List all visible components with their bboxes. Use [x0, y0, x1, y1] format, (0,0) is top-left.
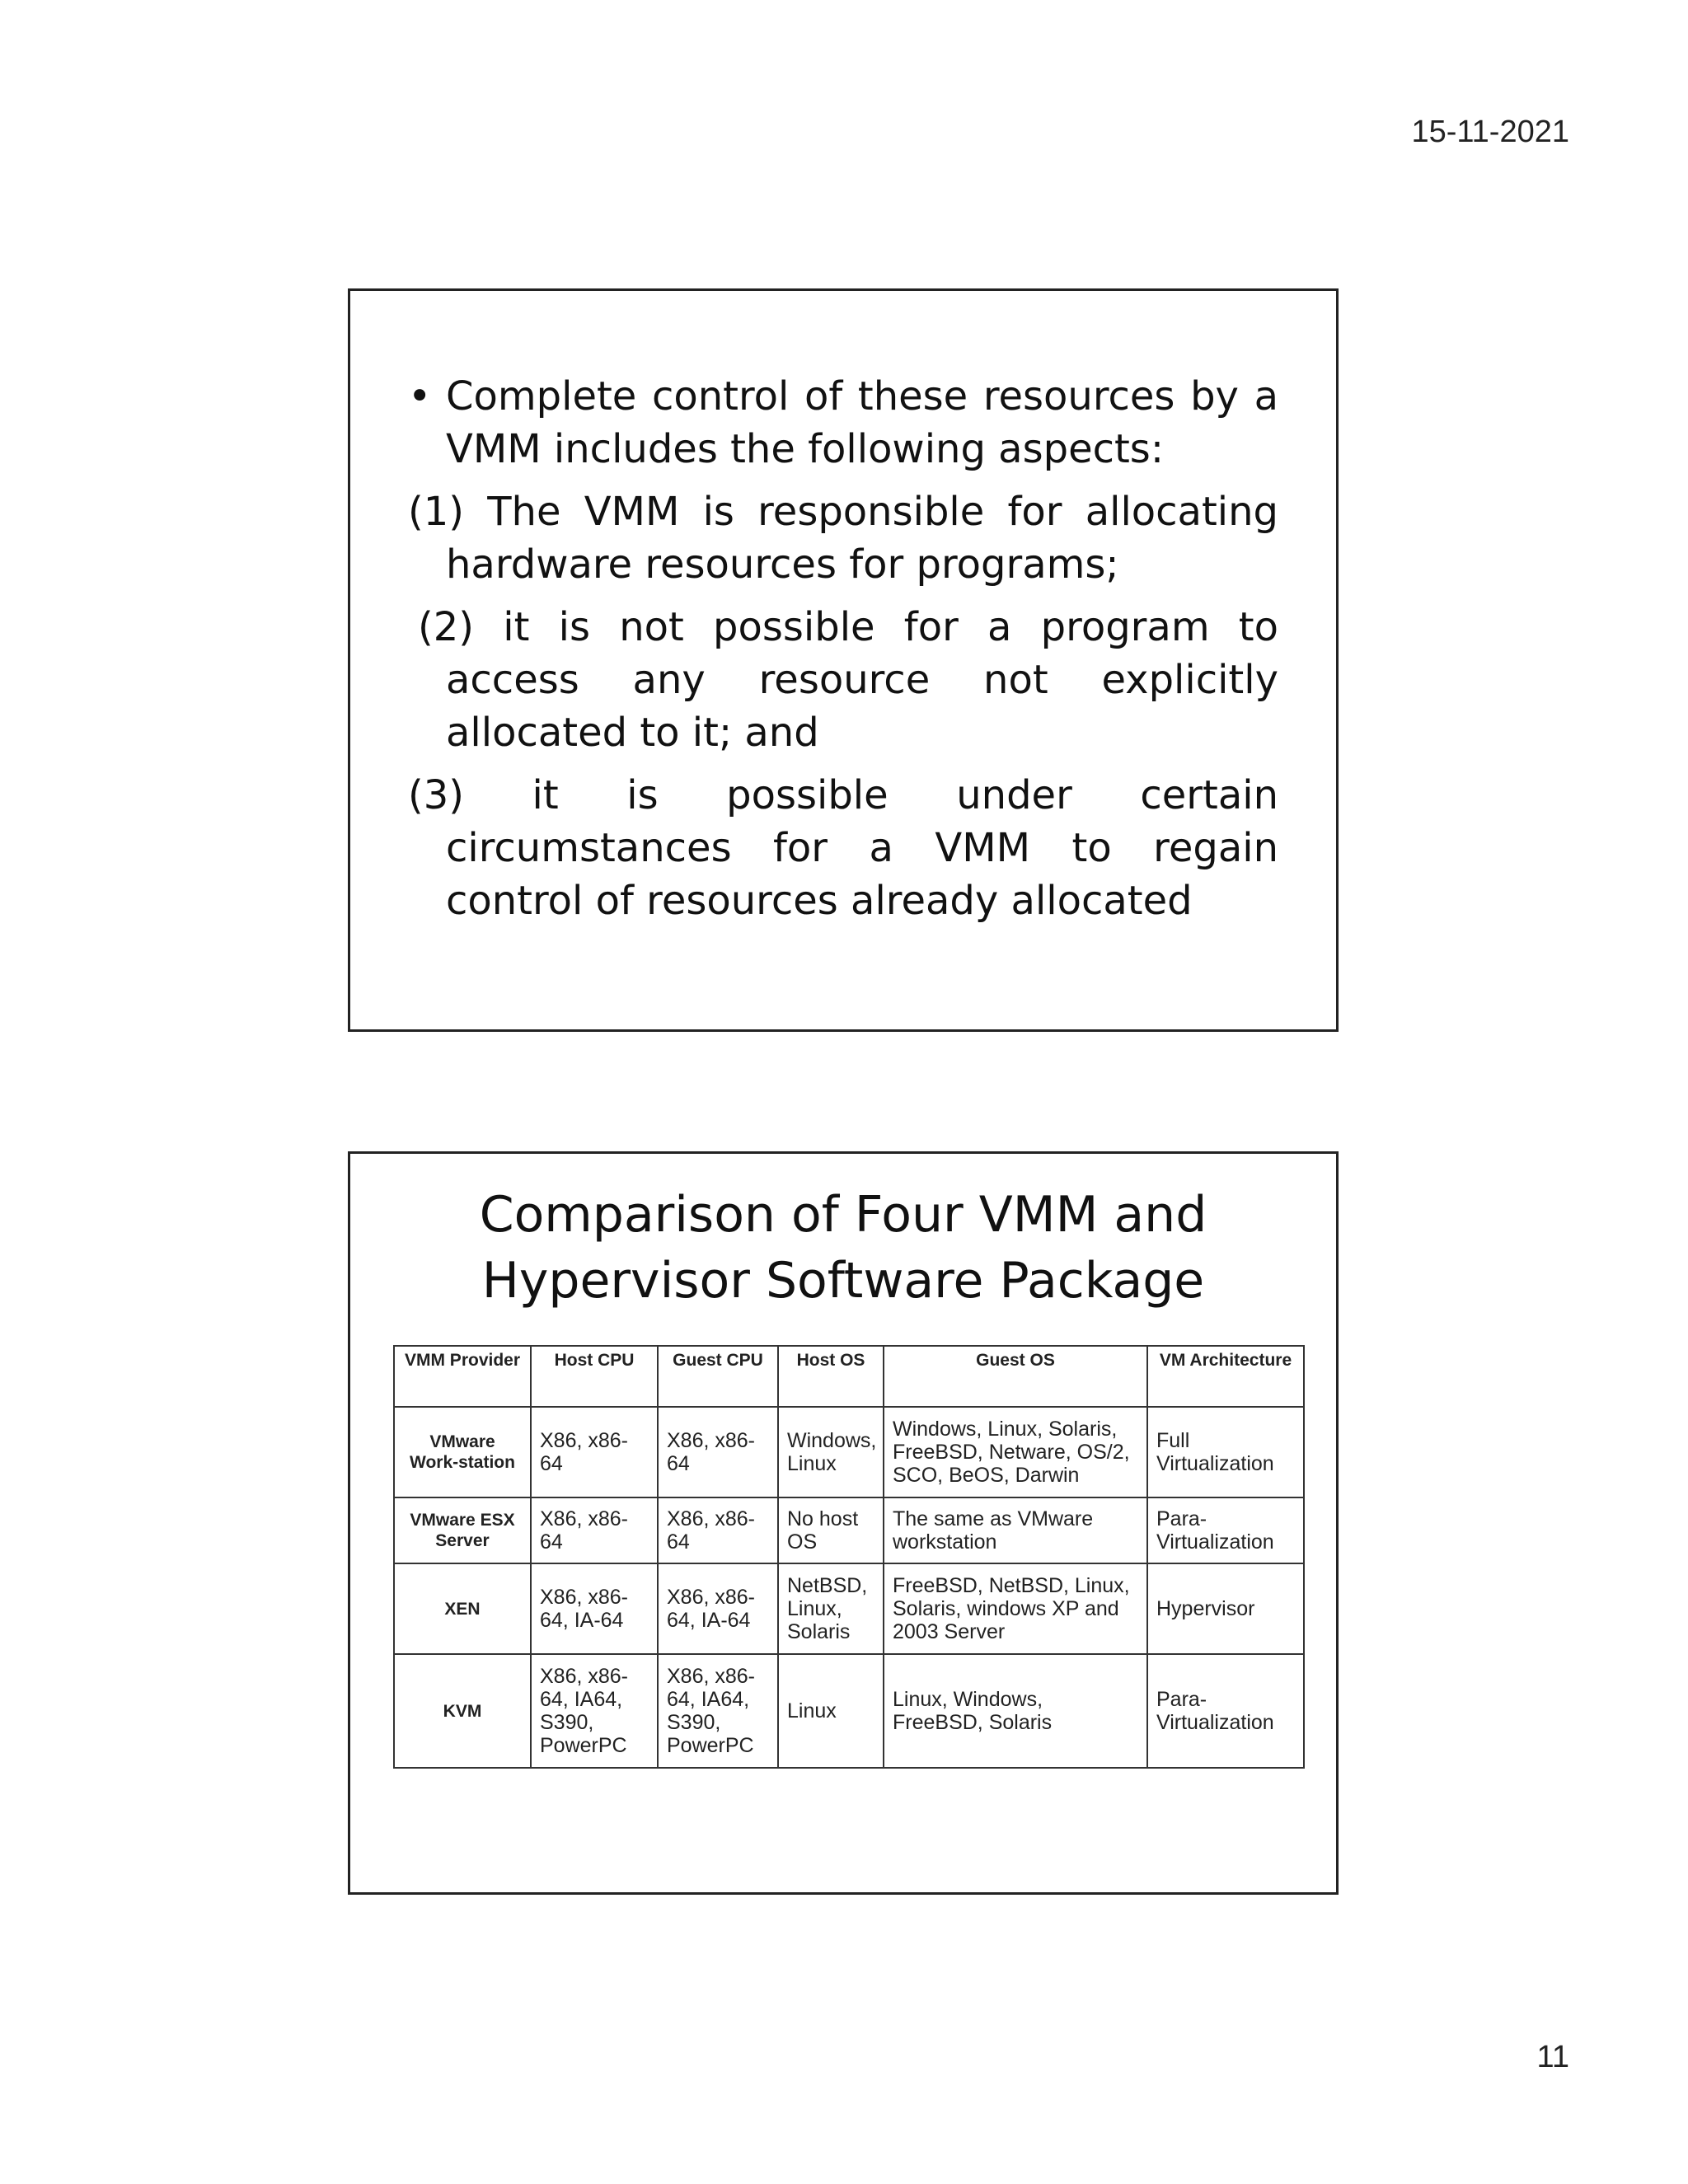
- cell-guest-os: Linux, Windows, FreeBSD, Solaris: [884, 1654, 1147, 1768]
- page-number: 11: [1536, 2040, 1569, 2074]
- numbered-item-3: (3) it is possible under certain circumstances for a VMM to regain control of resources already allocated: [408, 772, 1278, 924]
- bullet-text: Complete control of these resources by a VMM includes the following aspects:: [446, 373, 1278, 472]
- col-header-guest-cpu: Guest CPU: [658, 1346, 778, 1407]
- cell-guest-os: FreeBSD, NetBSD, Linux, Solaris, windows XP and 2003 Server: [884, 1563, 1147, 1654]
- cell-vm-architecture: Hypervisor: [1147, 1563, 1304, 1654]
- cell-vmm-provider: VMware Work-station: [394, 1407, 531, 1497]
- slide-title: [350, 1182, 1336, 1314]
- cell-guest-cpu: X86, x86-64: [658, 1497, 778, 1563]
- cell-vm-architecture: Full Virtualization: [1147, 1407, 1304, 1497]
- cell-guest-cpu: X86, x86-64: [658, 1407, 778, 1497]
- cell-vm-architecture: Para-Virtualization: [1147, 1654, 1304, 1768]
- page-date: 15-11-2021: [1411, 115, 1569, 149]
- table-row: [394, 1407, 1304, 1497]
- slide-vmm-comparison: [348, 1151, 1339, 1895]
- numbered-item-1: (1) The VMM is responsible for allocating hardware resources for programs;: [408, 489, 1278, 588]
- bullet-item: [408, 370, 1278, 476]
- cell-host-cpu: X86, x86-64: [531, 1407, 658, 1497]
- cell-guest-os: The same as VMware workstation: [884, 1497, 1147, 1563]
- comparison-table: [393, 1345, 1305, 1769]
- col-header-host-cpu: Host CPU: [531, 1346, 658, 1407]
- col-header-guest-os: Guest OS: [884, 1346, 1147, 1407]
- slide-vmm-control: [348, 288, 1339, 1032]
- cell-host-os: NetBSD, Linux, Solaris: [778, 1563, 884, 1654]
- slide-body: [408, 370, 1278, 937]
- bullet-dot-icon: •: [408, 373, 432, 419]
- cell-host-cpu: X86, x86-64, IA-64: [531, 1563, 658, 1654]
- cell-guest-cpu: X86, x86-64, IA64, S390, PowerPC: [658, 1654, 778, 1768]
- cell-vmm-provider: KVM: [394, 1654, 531, 1768]
- numbered-item-2: (2) it is not possible for a program to access any resource not explicitly allocated to it; and: [418, 604, 1278, 756]
- table-row: [394, 1497, 1304, 1563]
- cell-host-os: Windows, Linux: [778, 1407, 884, 1497]
- cell-vmm-provider: VMware ESX Server: [394, 1497, 531, 1563]
- cell-guest-cpu: X86, x86-64, IA-64: [658, 1563, 778, 1654]
- cell-host-os: Linux: [778, 1654, 884, 1768]
- col-header-host-os: Host OS: [778, 1346, 884, 1407]
- cell-host-cpu: X86, x86-64, IA64, S390, PowerPC: [531, 1654, 658, 1768]
- table-row: [394, 1563, 1304, 1654]
- table-row: [394, 1654, 1304, 1768]
- table-header-row: [394, 1346, 1304, 1407]
- col-header-vm-architecture: VM Architecture: [1147, 1346, 1304, 1407]
- cell-host-os: No host OS: [778, 1497, 884, 1563]
- cell-vmm-provider: XEN: [394, 1563, 531, 1654]
- cell-host-cpu: X86, x86-64: [531, 1497, 658, 1563]
- slide-title-line-2: Hypervisor Software Package: [481, 1252, 1205, 1310]
- cell-guest-os: Windows, Linux, Solaris, FreeBSD, Netware, OS/2, SCO, BeOS, Darwin: [884, 1407, 1147, 1497]
- col-header-vmm-provider: VMM Provider: [394, 1346, 531, 1407]
- slide-title-line-1: Comparison of Four VMM and: [479, 1186, 1207, 1244]
- cell-vm-architecture: Para-Virtualization: [1147, 1497, 1304, 1563]
